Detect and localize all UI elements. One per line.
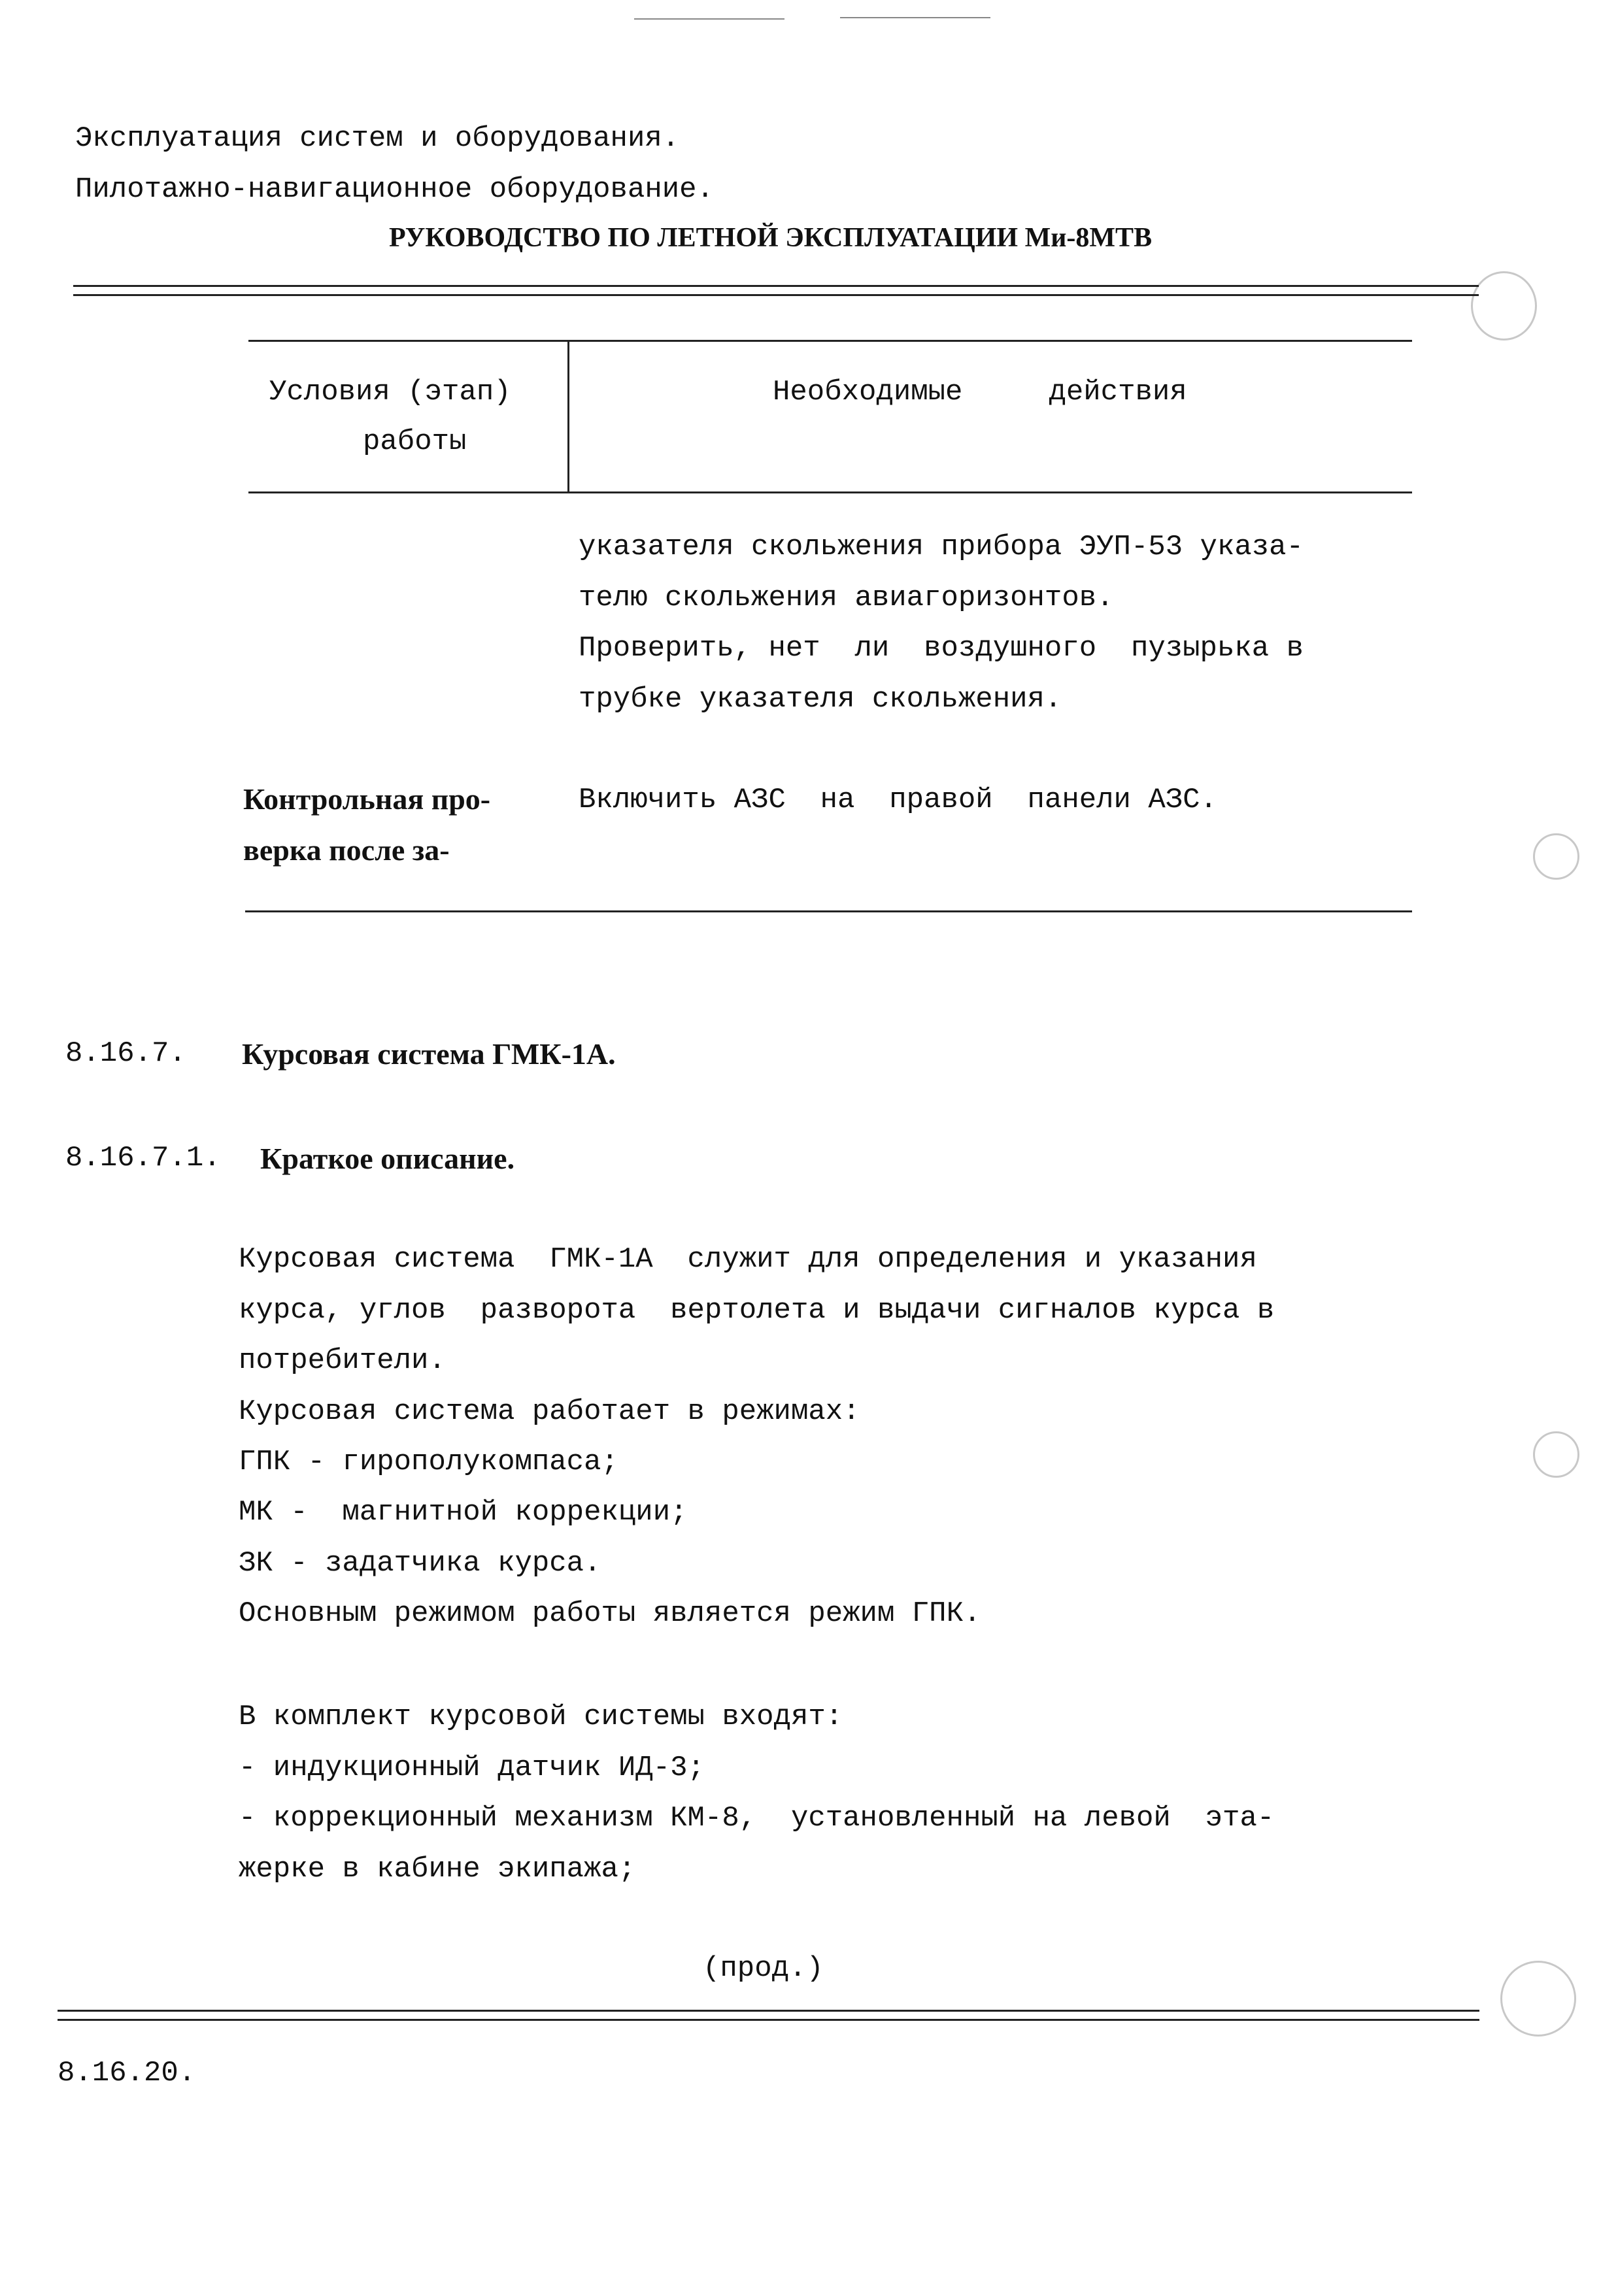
body-line: Основным режимом работы является режим ГПК.	[239, 1597, 981, 1630]
section-number: 8.16.7.	[65, 1037, 186, 1070]
table-header-bottom-rule	[248, 491, 1412, 493]
table-row-2-condition-line-2: верка после за-	[243, 833, 450, 867]
top-mark-right	[840, 17, 990, 18]
page-number: 8.16.20.	[58, 2057, 196, 2089]
table-col1-header-line-1: Условия (этап)	[269, 376, 511, 408]
subsection-number: 8.16.7.1.	[65, 1142, 221, 1174]
top-mark-left	[634, 18, 784, 20]
footer-rule-top	[58, 2010, 1479, 2012]
table-col2-header: Необходимые действия	[773, 376, 1187, 408]
table-row-1-action-line-4: трубке указателя скольжения.	[579, 683, 1062, 716]
body-line: Курсовая система работает в режимах:	[239, 1395, 860, 1428]
header-rule-top	[73, 285, 1479, 287]
body-line: - коррекционный механизм КМ-8, установленный на левой эта-	[239, 1802, 1275, 1835]
header-line-1: Эксплуатация систем и оборудования.	[75, 122, 680, 155]
continued-note: (прод.)	[703, 1952, 824, 1985]
table-col1-header-line-2: работы	[363, 425, 467, 458]
body-line: Курсовая система ГМК-1А служит для определения и указания	[239, 1243, 1257, 1276]
body-line: жерке в кабине экипажа;	[239, 1853, 636, 1886]
table-row-1-action-line-2: телю скольжения авиагоризонтов.	[579, 582, 1114, 614]
body-line: - индукционный датчик ИД-3;	[239, 1752, 705, 1784]
section-title: Курсовая система ГМК-1А.	[242, 1037, 616, 1071]
body-line: МК - магнитной коррекции;	[239, 1496, 688, 1529]
table-row-1-action-line-3: Проверить, нет ли воздушного пузырька в	[579, 632, 1304, 665]
table-row-2-action-line-1: Включить АЗС на правой панели АЗС.	[579, 784, 1217, 816]
table-bottom-rule	[245, 910, 1412, 912]
body-line: В комплект курсовой системы входят:	[239, 1701, 843, 1733]
document-title: РУКОВОДСТВО ПО ЛЕТНОЙ ЭКСПЛУАТАЦИИ Ми-8МТВ	[389, 223, 1153, 253]
punch-hole	[1533, 833, 1579, 880]
body-line: потребители.	[239, 1344, 446, 1377]
punch-hole	[1500, 1961, 1576, 2037]
body-line: курса, углов разворота вертолета и выдачи сигналов курса в	[239, 1294, 1275, 1327]
table-row-2-condition-line-1: Контрольная про-	[243, 782, 491, 816]
subsection-title: Краткое описание.	[260, 1142, 515, 1175]
table-header-top-rule	[248, 340, 1412, 342]
header-line-2: Пилотажно-навигационное оборудование.	[75, 173, 714, 206]
table-column-divider	[567, 340, 569, 493]
footer-rule-bottom	[58, 2019, 1479, 2021]
punch-hole	[1471, 271, 1537, 341]
punch-hole	[1533, 1431, 1579, 1478]
table-row-1-action-line-1: указателя скольжения прибора ЭУП-53 указа-	[579, 531, 1304, 563]
body-line: ГПК - гирополукомпаса;	[239, 1446, 618, 1478]
header-rule-bottom	[73, 294, 1479, 296]
body-line: ЗК - задатчика курса.	[239, 1547, 601, 1580]
